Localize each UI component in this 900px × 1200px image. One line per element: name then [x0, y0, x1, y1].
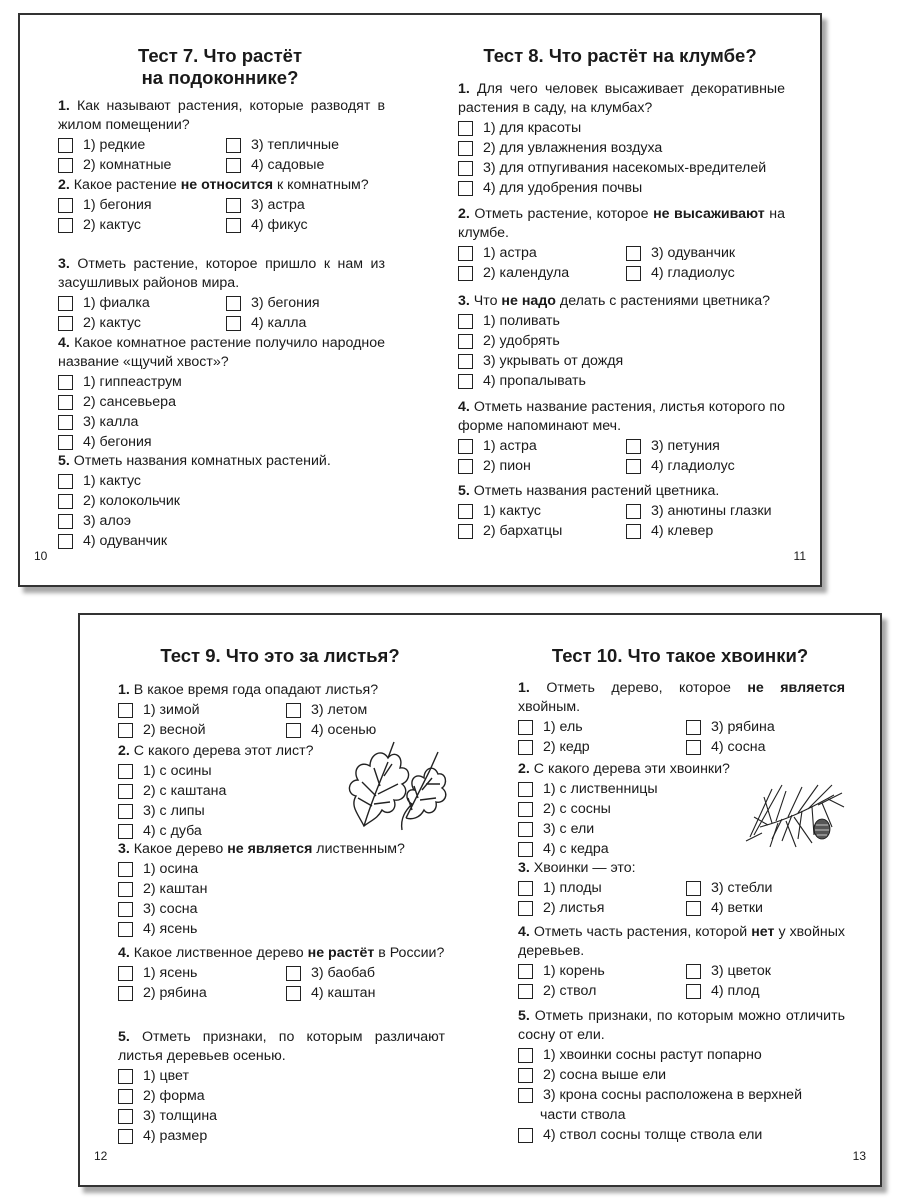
option[interactable]: 3) летом [286, 701, 367, 720]
page-number: 12 [94, 1149, 108, 1163]
test7-question-3: 3. Отметь растение, которое пришло к нам из засушливых районов мира. 1) фиалка 3) бегония 2) кактус 4) калла [58, 256, 385, 331]
option[interactable]: 3) бегония [226, 294, 320, 313]
option[interactable]: 3) баобаб [286, 964, 375, 983]
checkbox[interactable] [286, 723, 301, 738]
option[interactable]: 1) кактус [458, 502, 626, 521]
checkbox[interactable] [226, 198, 241, 213]
option[interactable]: 1) корень [518, 962, 686, 981]
page-13 [480, 615, 880, 1185]
option[interactable]: 3) стебли [686, 879, 772, 898]
option[interactable]: 4) фикус [226, 216, 308, 235]
oak-leaves-illustration [342, 740, 452, 832]
option[interactable]: 4) с кедра [518, 840, 609, 859]
option[interactable]: 3) крона сосны расположена в верхней [518, 1086, 802, 1105]
checkbox[interactable] [458, 504, 473, 519]
checkbox[interactable] [58, 415, 73, 430]
checkbox[interactable] [686, 720, 701, 735]
checkbox[interactable] [518, 901, 533, 916]
checkbox[interactable] [686, 740, 701, 755]
checkbox[interactable] [118, 902, 133, 917]
checkbox[interactable] [458, 266, 473, 281]
checkbox[interactable] [58, 316, 73, 331]
checkbox[interactable] [458, 141, 473, 156]
test10-question-3: 3. Хвоинки — это: 1) плоды 3) стебли 2) листья 4) ветки [518, 860, 773, 916]
option[interactable]: 3) с ели [518, 820, 594, 839]
option[interactable]: 1) гиппеаструм [58, 373, 182, 392]
checkbox[interactable] [518, 1048, 533, 1063]
checkbox[interactable] [686, 901, 701, 916]
option[interactable]: 2) листья [518, 899, 686, 918]
test10-question-5: 5. Отметь признаки, по которым можно отличить сосну от ели. 1) хвоинки сосны растут попарно 2) сосна выше ели 3) крона сосны расположена в верхней части ствола 4) ствол сосны толще ствола ели [518, 1008, 845, 1143]
option[interactable]: 2) весной [118, 721, 286, 740]
option[interactable]: 1) астра [458, 437, 626, 456]
test7-question-5: 5. Отметь названия комнатных растений. 1) кактус 2) колокольчик 3) алоэ 4) одуванчик [58, 453, 331, 549]
test9-question-1: 1. В какое время года опадают листья? 1) зимой 3) летом 2) весной 4) осенью [118, 682, 379, 738]
option[interactable]: 4) ясень [118, 920, 197, 939]
bottom-spread [78, 613, 882, 1187]
page-11 [420, 15, 820, 585]
checkbox[interactable] [118, 784, 133, 799]
checkbox[interactable] [118, 703, 133, 718]
option[interactable]: 1) для красоты [458, 119, 581, 138]
test9-question-5: 5. Отметь признаки, по которым различают листья деревьев осенью. 1) цвет 2) форма 3) толщина 4) размер [118, 1029, 445, 1144]
checkbox[interactable] [58, 514, 73, 529]
checkbox[interactable] [58, 218, 73, 233]
option[interactable]: 4) ствол сосны толще ствола ели [518, 1126, 762, 1145]
checkbox[interactable] [518, 822, 533, 837]
option[interactable]: 4) гладиолус [626, 264, 735, 283]
option[interactable]: 3) сосна [118, 900, 198, 919]
test7-question-1: 1. Как называют растения, которые разводят в жилом помещении? 1) редкие 3) тепличные 2) комнатные 4) садовые [58, 98, 385, 173]
option[interactable]: 2) форма [118, 1087, 205, 1106]
checkbox[interactable] [458, 181, 473, 196]
option[interactable]: 1) цвет [118, 1067, 189, 1086]
option[interactable]: 1) астра [458, 244, 626, 263]
checkbox[interactable] [118, 986, 133, 1001]
checkbox[interactable] [226, 158, 241, 173]
option[interactable]: 2) удобрять [458, 332, 560, 351]
pine-branch-illustration [742, 777, 847, 857]
checkbox[interactable] [458, 439, 473, 454]
option[interactable]: 2) сосна выше ели [518, 1066, 666, 1085]
checkbox[interactable] [518, 1128, 533, 1143]
option[interactable]: 2) для увлажнения воздуха [458, 139, 662, 158]
checkbox[interactable] [58, 474, 73, 489]
option[interactable]: 4) для удобрения почвы [458, 179, 642, 198]
checkbox[interactable] [518, 984, 533, 999]
test8-question-3: 3. Что не надо делать с растениями цветника? 1) поливать 2) удобрять 3) укрывать от дождя 4) пропалывать [458, 293, 770, 389]
option[interactable]: 1) зимой [118, 701, 286, 720]
option[interactable]: 4) осенью [286, 721, 376, 740]
checkbox[interactable] [518, 802, 533, 817]
option[interactable]: 3) укрывать от дождя [458, 352, 623, 371]
checkbox[interactable] [58, 494, 73, 509]
checkbox[interactable] [458, 161, 473, 176]
option[interactable]: 3) рябина [686, 718, 775, 737]
checkbox[interactable] [518, 881, 533, 896]
test7-title: Тест 7. Что растёт на подоконнике? [137, 45, 303, 88]
checkbox[interactable] [626, 439, 641, 454]
checkbox[interactable] [458, 334, 473, 349]
checkbox[interactable] [518, 964, 533, 979]
checkbox[interactable] [518, 1088, 533, 1103]
checkbox[interactable] [58, 296, 73, 311]
option[interactable]: 4) пропалывать [458, 372, 586, 391]
option[interactable]: 1) фиалка [58, 294, 226, 313]
checkbox[interactable] [518, 842, 533, 857]
option[interactable]: 2) кактус [58, 216, 226, 235]
checkbox[interactable] [118, 804, 133, 819]
checkbox[interactable] [626, 266, 641, 281]
checkbox[interactable] [118, 1129, 133, 1144]
test9-question-2: 2. С какого дерева этот лист? 1) с осины 2) с каштана 3) с липы 4) с дуба [118, 743, 314, 839]
checkbox[interactable] [458, 374, 473, 389]
test7-question-4: 4. Какое комнатное растение получило народное название «щучий хвост»? 1) гиппеаструм 2) сансевьера 3) калла 4) бегония [58, 335, 385, 450]
option[interactable]: 2) с сосны [518, 800, 611, 819]
checkbox[interactable] [118, 723, 133, 738]
checkbox[interactable] [118, 1109, 133, 1124]
option[interactable]: 4) калла [226, 314, 306, 333]
checkbox[interactable] [58, 435, 73, 450]
option[interactable]: 1) кактус [58, 472, 141, 491]
checkbox[interactable] [58, 534, 73, 549]
page-number: 11 [793, 549, 806, 563]
option[interactable]: 2) бархатцы [458, 522, 626, 541]
top-spread [18, 13, 822, 587]
checkbox[interactable] [518, 1068, 533, 1083]
page-10 [20, 15, 420, 585]
checkbox[interactable] [626, 246, 641, 261]
option[interactable]: 4) каштан [286, 984, 375, 1003]
option[interactable]: 3) для отпугивания насекомых-вредителей [458, 159, 766, 178]
test7-question-2: 2. Какое растение не относится к комнатным? 1) бегония 3) астра 2) кактус 4) фикус [58, 177, 369, 233]
option[interactable]: 2) кедр [518, 738, 686, 757]
option[interactable]: 1) поливать [458, 312, 560, 331]
option[interactable]: 1) с лиственницы [518, 780, 658, 799]
option[interactable]: 4) гладиолус [626, 457, 735, 476]
option[interactable]: 3) алоэ [58, 512, 131, 531]
checkbox[interactable] [286, 966, 301, 981]
checkbox[interactable] [458, 246, 473, 261]
checkbox[interactable] [118, 862, 133, 877]
page-number: 13 [852, 1149, 866, 1163]
test8-title: Тест 8. Что растёт на клумбе? [483, 45, 757, 66]
checkbox[interactable] [118, 1089, 133, 1104]
checkbox[interactable] [286, 703, 301, 718]
option[interactable]: 1) плоды [518, 879, 686, 898]
option[interactable]: 1) редкие [58, 136, 226, 155]
option[interactable]: 3) астра [226, 196, 305, 215]
option[interactable]: 3) цветок [686, 962, 771, 981]
option[interactable]: 4) садовые [226, 156, 324, 175]
option[interactable]: 2) календула [458, 264, 626, 283]
checkbox[interactable] [458, 354, 473, 369]
checkbox[interactable] [286, 986, 301, 1001]
checkbox[interactable] [58, 198, 73, 213]
option[interactable]: 1) ель [518, 718, 686, 737]
checkbox[interactable] [226, 218, 241, 233]
option[interactable]: 3) с липы [118, 802, 205, 821]
option[interactable]: 2) каштан [118, 880, 207, 899]
checkbox[interactable] [686, 964, 701, 979]
checkbox[interactable] [518, 740, 533, 755]
checkbox[interactable] [118, 966, 133, 981]
checkbox[interactable] [458, 524, 473, 539]
option[interactable]: 1) ясень [118, 964, 286, 983]
test8-question-4: 4. Отметь название растения, листья которого по форме напоминают меч. 1) астра 3) петуния 2) пион 4) гладиолус [458, 399, 785, 474]
checkbox[interactable] [226, 138, 241, 153]
option-continuation: части ствола [540, 1107, 626, 1123]
option[interactable]: 2) сансевьера [58, 393, 176, 412]
checkbox[interactable] [226, 316, 241, 331]
option[interactable]: 1) с осины [118, 762, 212, 781]
option[interactable]: 4) ветки [686, 899, 763, 918]
checkbox[interactable] [458, 459, 473, 474]
checkbox[interactable] [626, 459, 641, 474]
option[interactable]: 2) с каштана [118, 782, 226, 801]
checkbox[interactable] [626, 504, 641, 519]
option[interactable]: 1) хвоинки сосны растут попарно [518, 1046, 762, 1065]
option[interactable]: 2) комнатные [58, 156, 226, 175]
checkbox[interactable] [118, 764, 133, 779]
test9-question-4: 4. Какое лиственное дерево не растёт в России? 1) ясень 3) баобаб 2) рябина 4) каштан [118, 945, 445, 1001]
option[interactable]: 4) клевер [626, 522, 713, 541]
test10-title: Тест 10. Что такое хвоинки? [551, 645, 809, 666]
checkbox[interactable] [118, 922, 133, 937]
option[interactable]: 4) с дуба [118, 822, 202, 841]
test10-question-4: 4. Отметь часть растения, которой нет у хвойных деревьев. 1) корень 3) цветок 2) ствол 4) плод [518, 924, 845, 999]
option[interactable]: 3) одуванчик [626, 244, 735, 263]
option[interactable]: 4) размер [118, 1127, 207, 1146]
test9-question-3: 3. Какое дерево не является лиственным? 1) осина 2) каштан 3) сосна 4) ясень [118, 841, 405, 937]
option[interactable]: 2) кактус [58, 314, 226, 333]
option[interactable]: 4) сосна [686, 738, 766, 757]
checkbox[interactable] [518, 720, 533, 735]
option[interactable]: 2) ствол [518, 982, 686, 1001]
test8-question-2: 2. Отметь растение, которое не высаживают на клумбе. 1) астра 3) одуванчик 2) календула 4) гладиолус [458, 206, 785, 281]
checkbox[interactable] [686, 881, 701, 896]
option[interactable]: 3) анютины глазки [626, 502, 772, 521]
checkbox[interactable] [226, 296, 241, 311]
page-number: 10 [34, 549, 48, 563]
checkbox[interactable] [518, 782, 533, 797]
option[interactable]: 4) одуванчик [58, 532, 167, 551]
option[interactable]: 2) пион [458, 457, 626, 476]
test10-question-1: 1. Отметь дерево, которое не является хвойным. 1) ель 3) рябина 2) кедр 4) сосна [518, 680, 845, 755]
checkbox[interactable] [118, 824, 133, 839]
checkbox[interactable] [626, 524, 641, 539]
checkbox[interactable] [58, 138, 73, 153]
option[interactable]: 3) тепличные [226, 136, 339, 155]
checkbox[interactable] [686, 984, 701, 999]
option[interactable]: 3) калла [58, 413, 138, 432]
option[interactable]: 4) плод [686, 982, 760, 1001]
checkbox[interactable] [458, 314, 473, 329]
test9-title: Тест 9. Что это за листья? [160, 645, 400, 666]
test8-question-1: 1. Для чего человек высаживает декоративные растения в саду, на клумбах? 1) для красоты 2) для увлажнения воздуха 3) для отпугивания насекомых-вредителей 4) для удобрения почвы [458, 81, 785, 196]
checkbox[interactable] [58, 395, 73, 410]
test8-question-5: 5. Отметь названия растений цветника. 1) кактус 3) анютины глазки 2) бархатцы 4) клевер [458, 483, 772, 539]
option[interactable]: 3) толщина [118, 1107, 217, 1126]
option[interactable]: 4) бегония [58, 433, 152, 452]
option[interactable]: 2) рябина [118, 984, 286, 1003]
checkbox[interactable] [458, 121, 473, 136]
checkbox[interactable] [118, 882, 133, 897]
option[interactable]: 3) петуния [626, 437, 720, 456]
checkbox[interactable] [118, 1069, 133, 1084]
checkbox[interactable] [58, 158, 73, 173]
option[interactable]: 1) осина [118, 860, 198, 879]
checkbox[interactable] [58, 375, 73, 390]
option[interactable]: 2) колокольчик [58, 492, 180, 511]
test10-question-2: 2. С какого дерева эти хвоинки? 1) с лиственницы 2) с сосны 3) с ели 4) с кедра [518, 761, 730, 857]
option[interactable]: 1) бегония [58, 196, 226, 215]
page-12 [80, 615, 480, 1185]
